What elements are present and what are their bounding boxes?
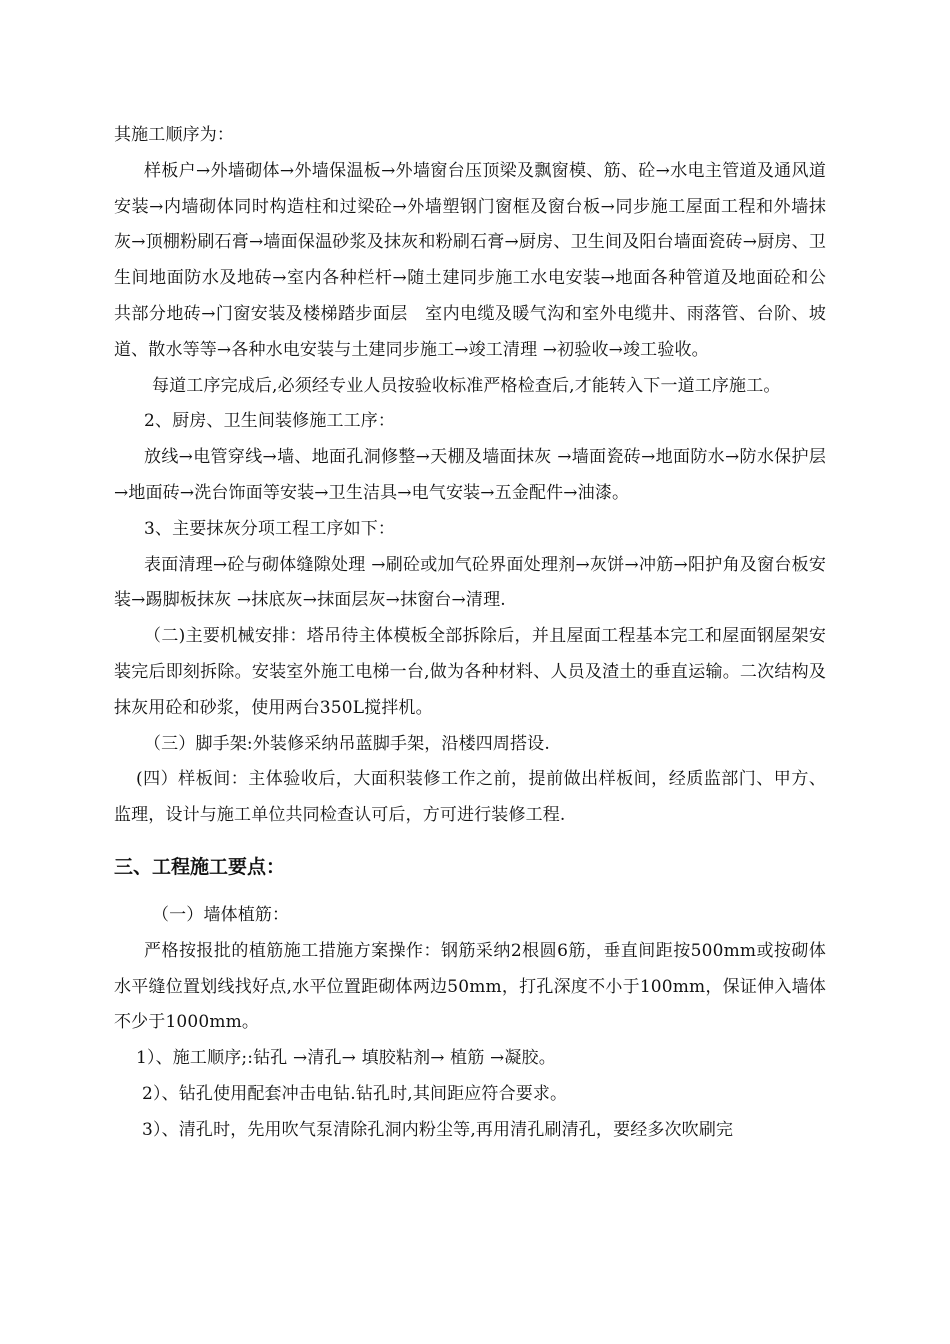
paragraph: 表面清理→砼与砌体缝隙处理 →刷砼或加气砼界面处理剂→灰饼→冲筋→阳护角及窗台板安装→踢脚板抹灰 →抹底灰→抹面层灰→抹窗台→清理. xyxy=(114,554,826,611)
paragraph: 2、厨房、卫生间装修施工工序： xyxy=(144,411,396,432)
document-body xyxy=(114,118,826,1149)
paragraph: 其施工顺序为： xyxy=(114,125,235,145)
paragraph: 放线→电管穿线→墙、地面孔洞修整→天棚及墙面抹灰 →墙面瓷砖→地面防水→防水保护层→地面砖→洗台饰面等安装→卫生洁具→电气安装→五金配件→油漆。 xyxy=(114,447,826,503)
paragraph: 每道工序完成后,必须经专业人员按验收标准严格检查后,才能转入下一道工序施工。 xyxy=(152,375,781,396)
paragraph: （一）墙体植筋： xyxy=(152,904,290,925)
paragraph: （二)主要机械安排：塔吊待主体模板全部拆除后，并且屋面工程基本完工和屋面钢屋架安装完后即刻拆除。安装室外施工电梯一台,做为各种材料、人员及渣土的垂直运输。二次结构及抹灰用砼和砂浆，使用两台350L搅拌机。 xyxy=(114,626,826,718)
paragraph: 2）、钻孔使用配套冲击电钻.钻孔时,其间距应符合要求。 xyxy=(142,1083,568,1104)
section-heading: 三、工程施工要点： xyxy=(114,855,286,878)
paragraph: 3）、清孔时，先用吹气泵清除孔洞内粉尘等,再用清孔刷清孔，要经多次吹刷完 xyxy=(142,1119,734,1140)
paragraph: 严格按报批的植筋施工措施方案操作：钢筋采纳2根圆6筋，垂直间距按500mm或按砌体水平缝位置划线找好点,水平位置距砌体两边50mm，打孔深度不小于100mm，保证伸入墙体不少于1000mm。 xyxy=(114,940,826,1033)
paragraph: 1）、施工顺序;:钻孔 →清孔→ 填胶粘剂→ 植筋 →凝胶。 xyxy=(136,1048,556,1069)
paragraph: 3、主要抹灰分项工程工序如下： xyxy=(144,518,396,539)
paragraph: 样板户→外墙砌体→外墙保温板→外墙窗台压顶梁及飘窗模、筋、砼→水电主管道及通风道安装→内墙砌体同时构造柱和过梁砼→外墙塑钢门窗框及窗台板→同步施工屋面工程和外墙抹灰→顶棚粉刷石膏→墙面保温砂浆及抹灰和粉刷石膏→厨房、卫生间及阳台墙面瓷砖→厨房、卫生间地面防水及地砖→室内各种栏杆→随土建同步施工水电安装→地面各种管道及地面砼和公共部分地砖→门窗安装及楼梯踏步面层 室内电缆及暖气沟和室外电缆井、雨落管、台阶、坡道、散水等等→各种水电安装与土建同步施工→竣工清理 →初验收→竣工验收。 xyxy=(114,160,826,360)
paragraph: (四）样板间：主体验收后，大面积装修工作之前，提前做出样板间，经质监部门、甲方、监理，设计与施工单位共同检查认可后，方可进行装修工程. xyxy=(114,769,826,826)
paragraph: （三）脚手架:外装修采纳吊蓝脚手架，沿楼四周搭设. xyxy=(144,733,550,754)
